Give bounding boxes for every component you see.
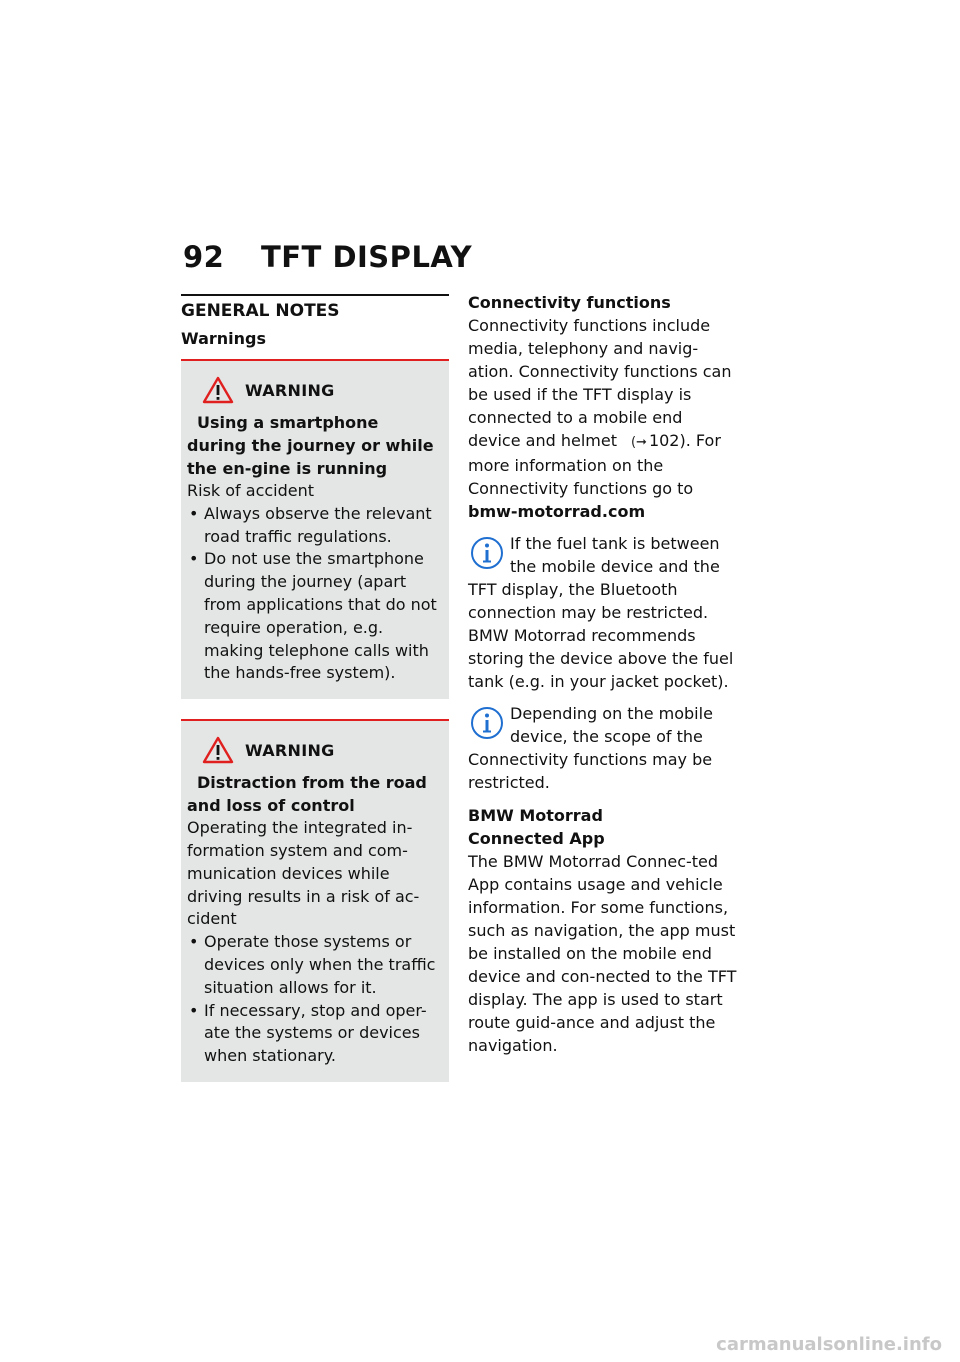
- warning-head: [187, 373, 443, 407]
- info-icon: [468, 534, 506, 572]
- app-title-line2: Connected App: [468, 829, 605, 848]
- warning-triangle-icon: [201, 735, 235, 765]
- page-number: 92: [183, 240, 225, 274]
- subsection-title: Warnings: [181, 329, 267, 348]
- page-reference[interactable]: 102).: [648, 431, 691, 450]
- warning-body: Operating the integrated in-formation system and com-munication devices while driving results in a risk of ac-cident: [187, 818, 420, 929]
- watermark: carmanualsonline.info: [716, 1334, 942, 1355]
- info-note-fuel-tank: [468, 532, 740, 693]
- info-note-text: Depending on the mobile device, the scope of the Connectivity functions may be restricted.: [468, 704, 713, 792]
- info-icon: [468, 704, 506, 742]
- warning-label: WARNING: [245, 380, 335, 400]
- connectivity-more-text: For more information on the Connectivity functions go to: [468, 431, 721, 498]
- page-header: [183, 240, 472, 274]
- warning-box-smartphone: [181, 359, 449, 699]
- warning-title: Distraction from the road and loss of control: [187, 773, 427, 816]
- list-item: • Do not use the smartphone during the journey (apart from applications that do not require operation, e.g. making telephone calls with the hands-free system).: [187, 548, 443, 685]
- app-title-line1: BMW Motorrad: [468, 806, 603, 825]
- list-item: • If necessary, stop and oper-ate the systems or devices when stationary.: [187, 1000, 443, 1068]
- right-column: [468, 291, 740, 1057]
- warning-head: [187, 733, 443, 767]
- chapter-title: TFT DISPLAY: [260, 240, 473, 274]
- connectivity-text: [468, 314, 740, 500]
- connectivity-title: Connectivity functions: [468, 293, 671, 312]
- warning-bullets: [187, 503, 443, 685]
- list-item: • Always observe the relevant road traffic regulations.: [187, 503, 443, 549]
- left-column: [181, 294, 449, 1082]
- warning-bullets: [187, 931, 443, 1068]
- info-note-scope: [468, 702, 740, 794]
- app-text: The BMW Motorrad Connec-ted App contains usage and vehicle information. For some functions, such as navigation, the app must be installed on the mobile end device and con-nected to the TFT display. The app is used to start route guid-ance and adjust the navigation.: [468, 852, 737, 1055]
- warning-title: Using a smartphone during the journey or while the en-gine is running: [187, 413, 434, 478]
- list-item: • Operate those systems or devices only when the traffic situation allows for it.: [187, 931, 443, 999]
- website-link[interactable]: bmw-motorrad.com: [468, 502, 646, 521]
- connectivity-description: Connectivity functions include media, telephony and navig-ation. Connectivity functions can be used if the TFT display is connected to a mobile end device and helmet: [468, 316, 732, 450]
- warning-triangle-icon: [201, 375, 235, 405]
- page-reference-arrow-icon: (➞: [630, 435, 647, 450]
- section-title: GENERAL NOTES: [181, 294, 449, 322]
- warning-body: Risk of accident: [187, 481, 315, 500]
- warning-box-distraction: [181, 719, 449, 1082]
- info-note-text: If the fuel tank is between the mobile device and the TFT display, the Bluetooth connection may be restricted. BMW Motorrad recommends storing the device above the fuel tank (e.g. in your jacket pocket).: [468, 534, 734, 691]
- warning-label: WARNING: [245, 740, 335, 760]
